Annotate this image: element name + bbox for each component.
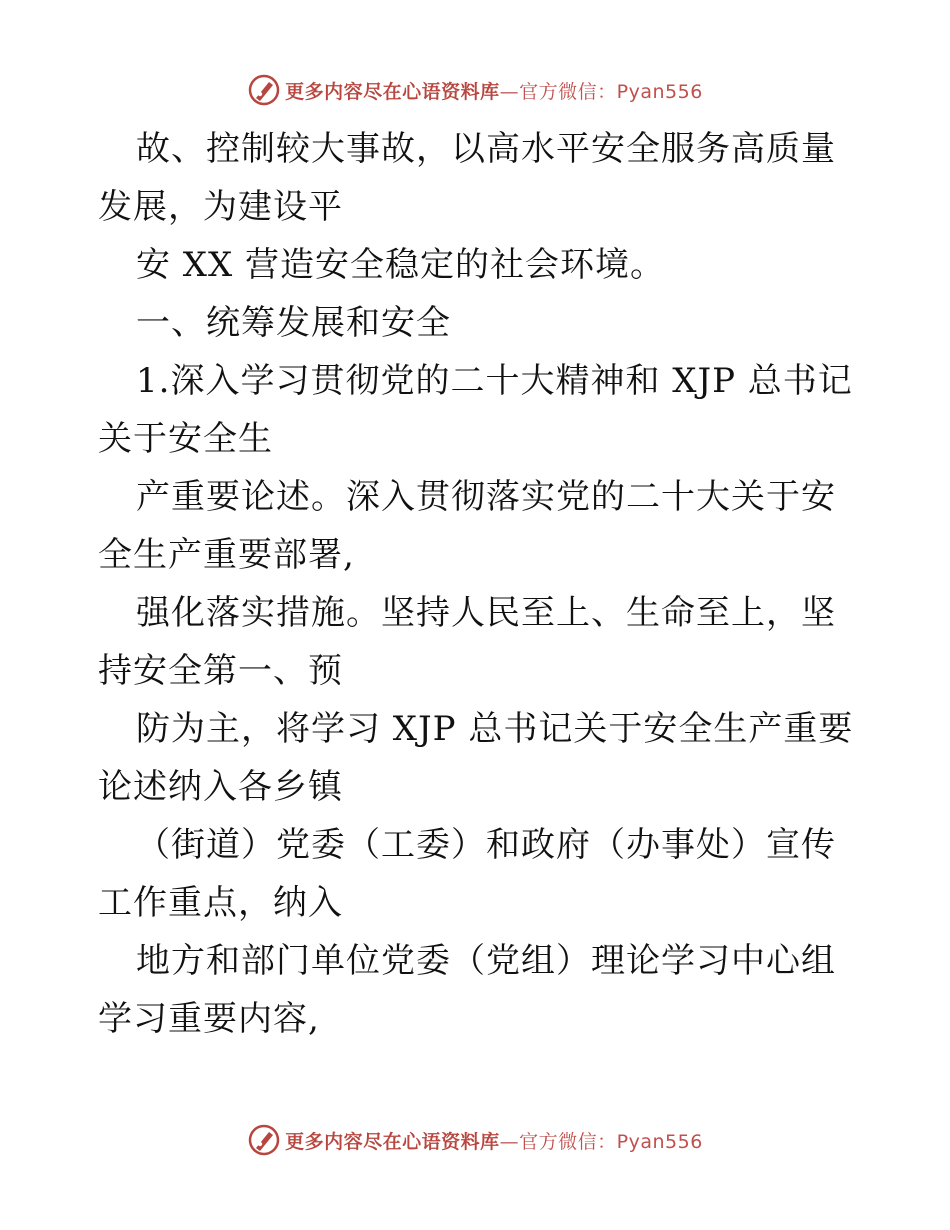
watermark-separator: —: [499, 80, 520, 103]
watermark-separator: —: [499, 1130, 520, 1153]
paragraph-3: 1.深入学习贯彻党的二十大精神和 XJP 总书记关于安全生: [98, 361, 853, 459]
paragraph-5: 强化落实措施。坚持人民至上、生命至上，坚持安全第一、预: [98, 593, 836, 691]
footer-watermark: [0, 1120, 950, 1160]
paragraph-7: （街道）党委（工委）和政府（办事处）宣传工作重点，纳入: [98, 825, 836, 923]
watermark-site: 更多内容尽在心语资料库: [285, 1130, 500, 1153]
watermark-contact: 官方微信：Pyan556: [519, 80, 703, 103]
section-heading: 一、统筹发展和安全: [136, 303, 451, 343]
paragraph-1: 故、控制较大事故，以高水平安全服务高质量发展，为建设平: [98, 129, 836, 227]
watermark-text: [285, 77, 703, 104]
header-watermark: [0, 70, 950, 110]
paragraph-6: 防为主，将学习 XJP 总书记关于安全生产重要论述纳入各乡镇: [98, 709, 854, 807]
paragraph-2: 安 XX 营造安全稳定的社会环境。: [136, 245, 666, 285]
watermark-contact: 官方微信：Pyan556: [519, 1130, 703, 1153]
document-body: [98, 120, 858, 1048]
pen-logo-icon: [247, 73, 281, 107]
paragraph-4: 产重要论述。深入贯彻落实党的二十大关于安全生产重要部署,: [98, 477, 836, 575]
watermark-site: 更多内容尽在心语资料库: [285, 80, 500, 103]
paragraph-8: 地方和部门单位党委（党组）理论学习中心组学习重要内容,: [98, 941, 836, 1039]
pen-logo-icon: [247, 1123, 281, 1157]
watermark-text: [285, 1127, 703, 1154]
